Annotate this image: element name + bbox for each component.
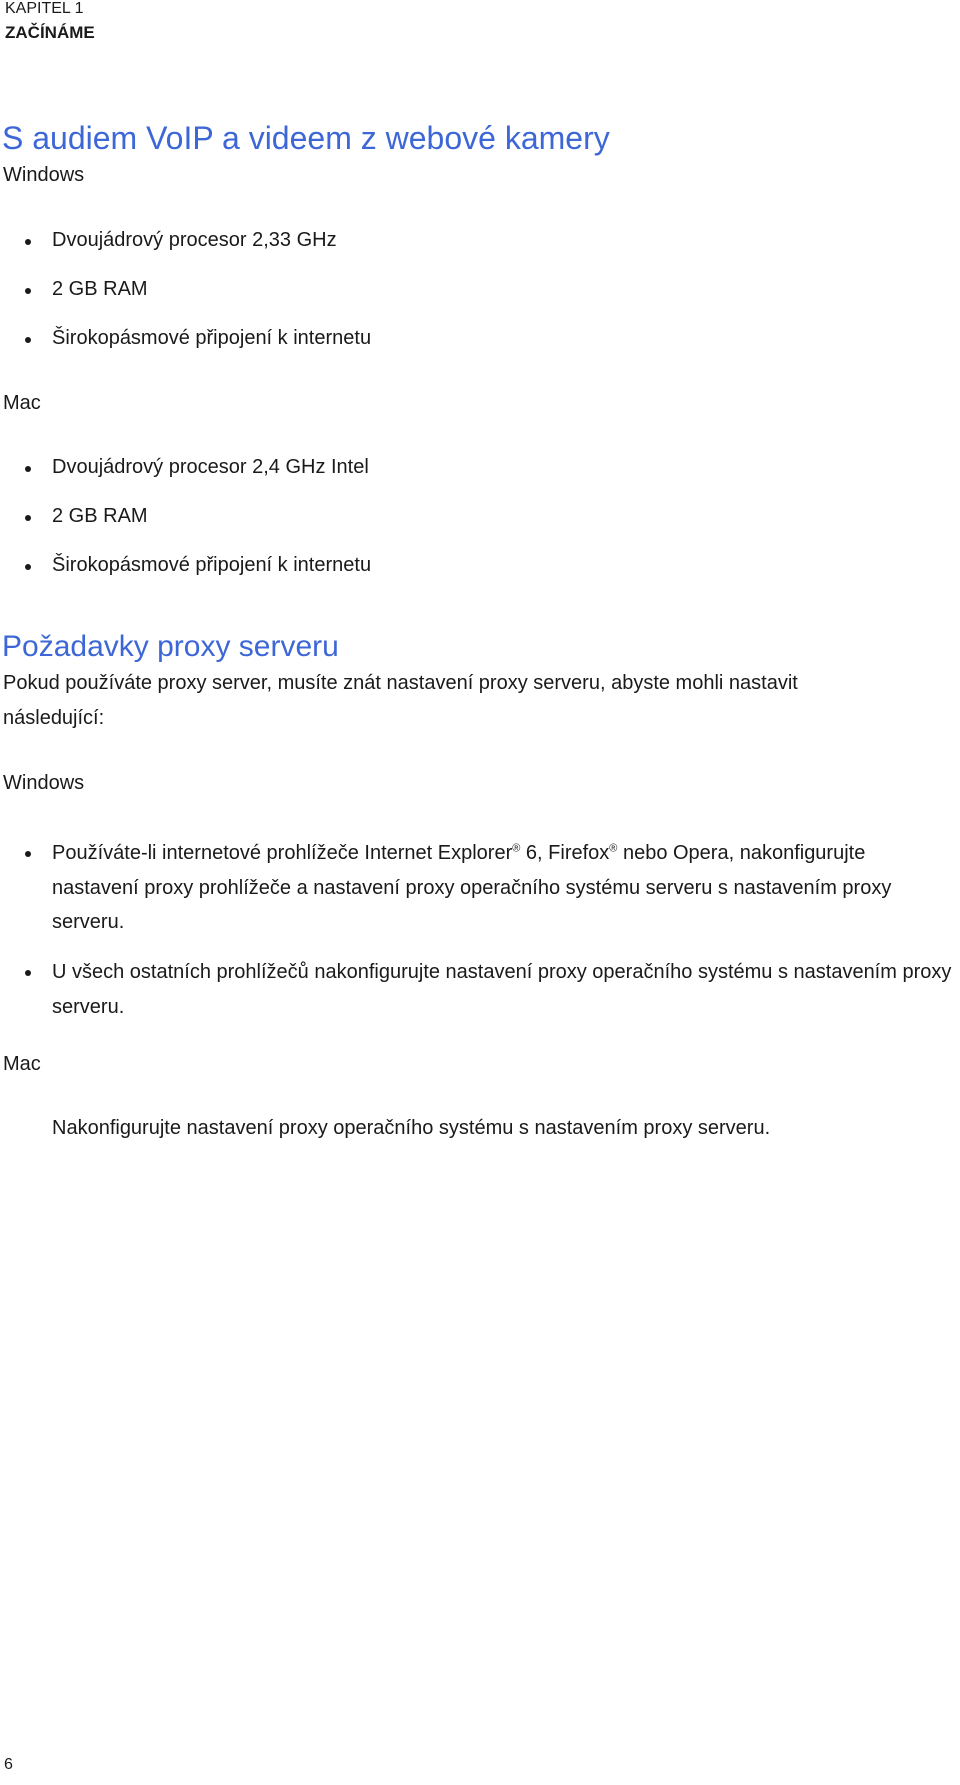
list-item-text: U všech ostatních prohlížečů nakonfigurujte nastavení proxy operačního systému s nastavením proxy serveru. bbox=[52, 961, 952, 1018]
list-item-text: 2 GB RAM bbox=[52, 278, 148, 300]
section-title-proxy: Požadavky proxy serveru bbox=[2, 630, 339, 663]
list-item-text: Dvoujádrový procesor 2,4 GHz Intel bbox=[52, 456, 369, 478]
bullet-icon bbox=[25, 239, 31, 245]
section-title-voip: S audiem VoIP a videem z webové kamery bbox=[2, 120, 610, 156]
registered-mark: ® bbox=[609, 842, 618, 855]
bullet-icon bbox=[25, 288, 31, 294]
bullet-icon bbox=[25, 466, 31, 472]
registered-mark: ® bbox=[512, 842, 521, 855]
list-item-text bbox=[52, 836, 952, 940]
list-item-text-part: Používáte-li internetové prohlížeče Internet Explorer bbox=[52, 842, 513, 864]
list-item-text-part: nebo Opera, nakonfigurujte nastavení proxy prohlížeče a nastavení proxy operačního systému serveru s nastavením proxy serveru. bbox=[52, 842, 892, 933]
subheading-mac: Mac bbox=[3, 1053, 41, 1075]
subheading-windows: Windows bbox=[3, 772, 85, 794]
list-item-text: Širokopásmové připojení k internetu bbox=[52, 554, 372, 576]
list-item-text-part: 6, Firefox bbox=[520, 842, 610, 864]
subheading-mac: Mac bbox=[3, 392, 41, 414]
mac-proxy-text: Nakonfigurujte nastavení proxy operačního systému s nastavením proxy serveru. bbox=[52, 1117, 771, 1139]
chapter-label: KAPITEL 1 bbox=[5, 0, 84, 17]
list-item-text: 2 GB RAM bbox=[52, 505, 148, 527]
subheading-windows: Windows bbox=[3, 164, 85, 186]
bullet-icon bbox=[25, 564, 31, 570]
chapter-title: ZAČÍNÁME bbox=[5, 23, 95, 42]
list-item-text: Širokopásmové připojení k internetu bbox=[52, 327, 372, 349]
bullet-icon bbox=[25, 337, 31, 343]
bullet-icon bbox=[25, 851, 31, 857]
proxy-intro: Pokud používáte proxy server, musíte znát nastavení proxy serveru, abyste mohli nastavit následující: bbox=[3, 672, 798, 729]
list-item-text: Dvoujádrový procesor 2,33 GHz bbox=[52, 229, 337, 251]
bullet-icon bbox=[25, 515, 31, 521]
page-number: 6 bbox=[4, 1756, 13, 1773]
bullet-icon bbox=[25, 970, 31, 976]
